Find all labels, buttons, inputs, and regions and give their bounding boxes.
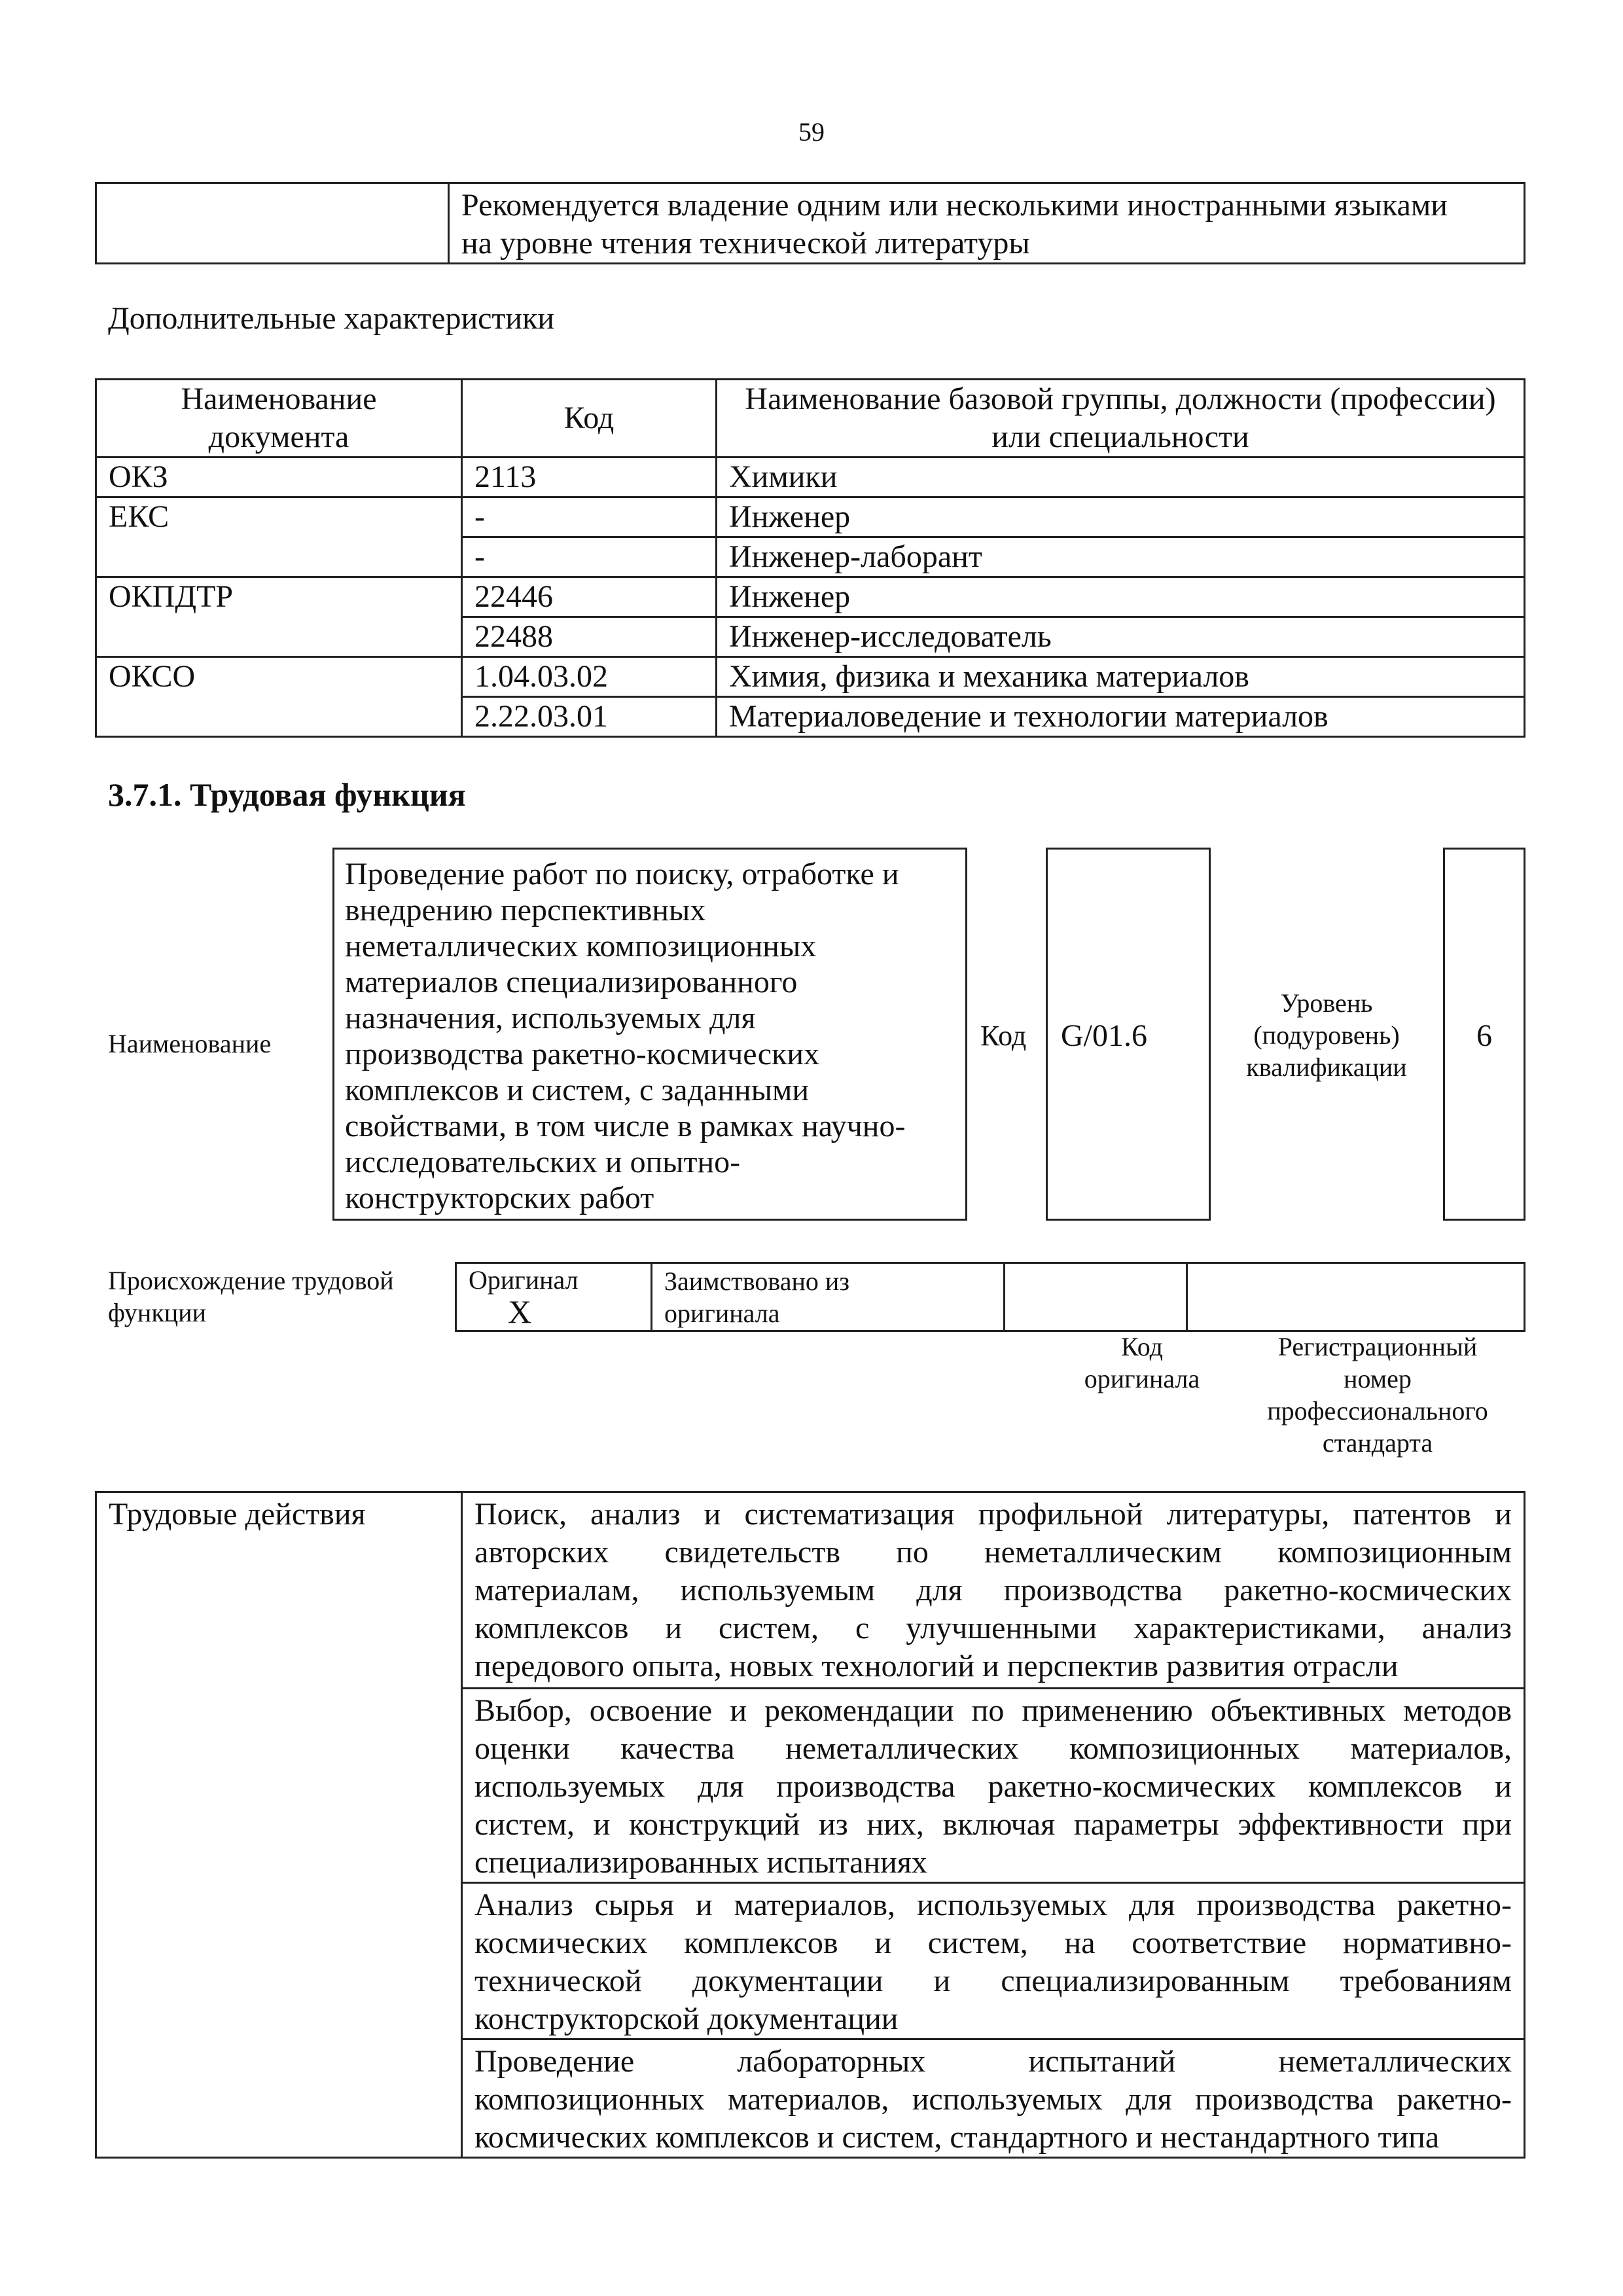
action-line: оценки качества неметаллических композиционных материалов, — [474, 1731, 1512, 1766]
action-item — [462, 1883, 1525, 2039]
function-code-label: Код — [980, 1020, 1027, 1052]
language-line-2: на уровне чтения технической литературы — [461, 226, 1030, 260]
function-name-line: конструкторских работ — [345, 1181, 654, 1215]
function-name-line: назначения, используемых для — [345, 1001, 756, 1035]
action-line: передового опыта, новых технологий и перспектив развития отрасли — [474, 1649, 1399, 1683]
origin-table — [455, 1262, 1525, 1332]
level-label-line: квалификации — [1246, 1052, 1407, 1082]
table-cell-name: Инженер-лаборант — [717, 537, 1525, 577]
additional-heading: Дополнительные характеристики — [108, 301, 555, 336]
function-name-line: исследовательских и опытно- — [345, 1145, 741, 1179]
function-level-box — [1443, 848, 1525, 1221]
language-text-cell — [449, 183, 1525, 264]
table-cell-code: 22446 — [462, 577, 717, 617]
function-name-line: производства ракетно-космических — [345, 1037, 820, 1071]
header-group: Наименование базовой группы, должности (профессии) или специальности — [717, 380, 1525, 457]
reg-caption-line: Регистрационный — [1277, 1332, 1478, 1361]
function-code-box — [1046, 848, 1211, 1221]
origin-original-mark: X — [508, 1293, 532, 1330]
action-line: Проведение лабораторных испытаний неметаллических — [474, 2044, 1512, 2079]
table-cell-code: 22488 — [462, 617, 717, 657]
table-cell-code: 1.04.03.02 — [462, 657, 717, 697]
origin-original-label: Оригинал — [469, 1265, 579, 1295]
table-cell-doc: ЕКС — [96, 497, 462, 577]
action-line: космических комплексов и систем, на соответствие нормативно- — [474, 1926, 1512, 1960]
function-name-line: неметаллических композиционных — [345, 929, 817, 963]
function-name-line: свойствами, в том числе в рамках научно- — [345, 1109, 906, 1143]
table-cell-name: Инженер — [717, 577, 1525, 617]
origin-code-caption — [1054, 1331, 1230, 1395]
table-cell-doc: ОКСО — [96, 657, 462, 737]
borrowed-label-line: Заимствовано из — [664, 1266, 850, 1296]
action-line: специализированных испытаниях — [474, 1845, 927, 1880]
action-line: авторских свидетельств по неметаллическим композиционным — [474, 1535, 1512, 1570]
header-doc: Наименование документа — [96, 380, 462, 457]
additional-table — [95, 378, 1525, 738]
actions-table — [95, 1491, 1525, 2159]
action-line: Поиск, анализ и систематизация профильной литературы, патентов и — [474, 1497, 1512, 1532]
origin-reg-caption — [1230, 1331, 1525, 1459]
section-title: 3.7.1. Трудовая функция — [108, 776, 466, 813]
origin-code-cell — [1005, 1263, 1187, 1331]
function-name-line: Проведение работ по поиску, отработке и — [345, 857, 899, 891]
function-level-label — [1219, 987, 1435, 1083]
origin-label-line: функции — [108, 1298, 206, 1327]
reg-caption-line: стандарта — [1322, 1428, 1433, 1458]
action-line: используемых для производства ракетно-космических комплексов и — [474, 1769, 1512, 1804]
language-table — [95, 182, 1525, 264]
table-cell-name: Химия, физика и механика материалов — [717, 657, 1525, 697]
action-line: Анализ сырья и материалов, используемых для производства ракетно- — [474, 1888, 1512, 1922]
action-line: технической документации и специализированным требованиям — [474, 1964, 1512, 1998]
origin-label — [108, 1265, 394, 1329]
table-cell-code: 2113 — [462, 457, 717, 497]
table-cell-code: - — [462, 537, 717, 577]
table-cell-name: Химики — [717, 457, 1525, 497]
level-label-line: Уровень — [1280, 988, 1373, 1018]
origin-borrowed-cell — [652, 1263, 1005, 1331]
table-cell-code: 2.22.03.01 — [462, 697, 717, 737]
table-cell-name: Инженер-исследователь — [717, 617, 1525, 657]
origin-reg-cell — [1187, 1263, 1525, 1331]
table-cell-code: - — [462, 497, 717, 537]
action-line: материалам, используемым для производства ракетно-космических — [474, 1573, 1512, 1607]
function-name-line: внедрению перспективных — [345, 893, 706, 927]
action-line: комплексов и систем, с улучшенными характеристиками, анализ — [474, 1611, 1512, 1645]
page-number: 59 — [798, 117, 825, 147]
function-name-line: комплексов и систем, с заданными — [345, 1073, 810, 1107]
function-name-line: материалов специализированного — [345, 965, 798, 999]
origin-original-cell — [456, 1263, 652, 1331]
table-cell-name: Материаловедение и технологии материалов — [717, 697, 1525, 737]
function-name-label: Наименование — [108, 1029, 272, 1058]
action-line: конструкторской документации — [474, 2001, 899, 2036]
table-cell-name: Инженер — [717, 497, 1525, 537]
language-line-1: Рекомендуется владение одним или несколькими иностранными языками — [461, 188, 1448, 223]
reg-caption-line: профессионального — [1267, 1396, 1488, 1426]
function-level-value: 6 — [1476, 1018, 1492, 1053]
language-empty-cell — [96, 183, 449, 264]
action-line: космических комплексов и систем, стандартного и нестандартного типа — [474, 2120, 1440, 2155]
function-name-box — [332, 848, 967, 1221]
action-line: Выбор, освоение и рекомендации по применению объективных методов — [474, 1693, 1512, 1728]
reg-caption-line: номер — [1344, 1364, 1412, 1393]
code-caption-line: оригинала — [1084, 1364, 1200, 1393]
origin-label-line: Происхождение трудовой — [108, 1266, 394, 1295]
action-item — [462, 2039, 1525, 2158]
code-caption-line: Код — [1121, 1332, 1163, 1361]
table-cell-doc: ОКЗ — [96, 457, 462, 497]
table-cell-doc: ОКПДТР — [96, 577, 462, 657]
actions-label: Трудовые действия — [96, 1492, 462, 2158]
action-line: композиционных материалов, используемых для производства ракетно- — [474, 2082, 1512, 2117]
action-line: систем, и конструкций из них, включая параметры эффективности при — [474, 1807, 1512, 1842]
level-label-line: (подуровень) — [1253, 1020, 1400, 1050]
borrowed-label-line: оригинала — [664, 1298, 780, 1328]
action-item — [462, 1492, 1525, 1689]
action-item — [462, 1689, 1525, 1883]
header-code: Код — [462, 380, 717, 457]
function-code-value: G/01.6 — [1061, 1018, 1147, 1053]
